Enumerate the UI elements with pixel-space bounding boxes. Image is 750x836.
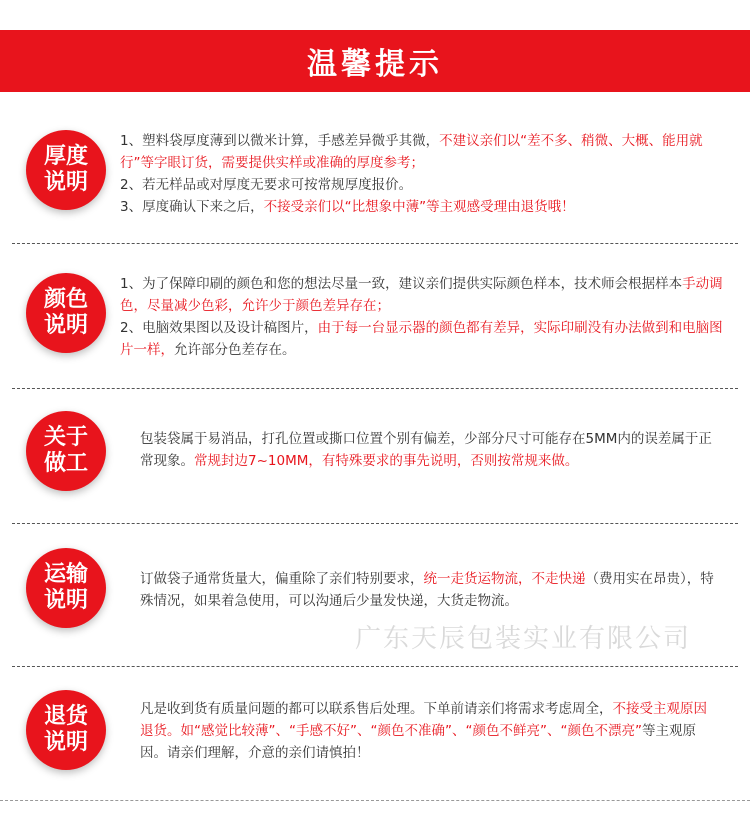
section-line: 1、为了保障印刷的颜色和您的想法尽量一致，建议亲们提供实际颜色样本，技术师会根据样本手动调色，尽量减少色彩，允许少于颜色差异存在；	[120, 276, 723, 314]
section-color-text	[120, 273, 730, 361]
badge-returns: 退货 说明	[26, 690, 106, 770]
section-line: 3、厚度确认下来之后，不接受亲们以“比想象中薄”等主观感受理由退货哦！	[120, 199, 575, 215]
badge-color: 颜色 说明	[26, 273, 106, 353]
badge-shipping: 运输 说明	[26, 548, 106, 628]
section-line: 2、电脑效果图以及设计稿图片，由于每一台显示器的颜色都有差异，实际印刷没有办法做到和电脑图片一样，允许部分色差存在。	[120, 320, 723, 358]
divider	[12, 666, 738, 667]
section-line: 凡是收到货有质量问题的都可以联系售后处理。下单前请亲们将需求考虑周全，不接受主观原因退货。如“感觉比较薄”、“手感不好”、“颜色不准确”、“颜色不鲜亮”、“颜色不漂亮”等主观原因。请亲们理解，介意的亲们请慎拍！	[140, 701, 707, 761]
section-shipping-text	[140, 568, 720, 612]
page-title: 温馨提示	[307, 47, 443, 82]
section-returns-text	[140, 698, 720, 764]
divider	[12, 243, 738, 244]
section-line: 包装袋属于易消品，打孔位置或撕口位置个别有偏差，少部分尺寸可能存在5MM内的误差属于正常现象。常规封边7~10MM，有特殊要求的事先说明，否则按常规来做。	[140, 431, 712, 469]
section-line: 订做袋子通常货量大，偏重除了亲们特别要求，统一走货运物流，不走快递（费用实在昂贵），特殊情况，如果着急使用，可以沟通后少量发快递，大货走物流。	[140, 571, 714, 609]
section-workmanship-text	[140, 428, 720, 472]
divider	[12, 523, 738, 524]
company-watermark: 广东天辰包装实业有限公司	[355, 624, 692, 654]
section-line: 1、塑料袋厚度薄到以微米计算，手感差异微乎其微，不建议亲们以“差不多、稍微、大概、能用就行”等字眼订货，需要提供实样或准确的厚度参考；	[120, 133, 703, 171]
divider	[0, 800, 750, 801]
section-line: 2、若无样品或对厚度无要求可按常规厚度报价。	[120, 177, 413, 193]
badge-workmanship: 关于 做工	[26, 411, 106, 491]
badge-thickness: 厚度 说明	[26, 130, 106, 210]
section-thickness-text	[120, 130, 730, 218]
divider	[12, 388, 738, 389]
header-banner	[0, 30, 750, 92]
